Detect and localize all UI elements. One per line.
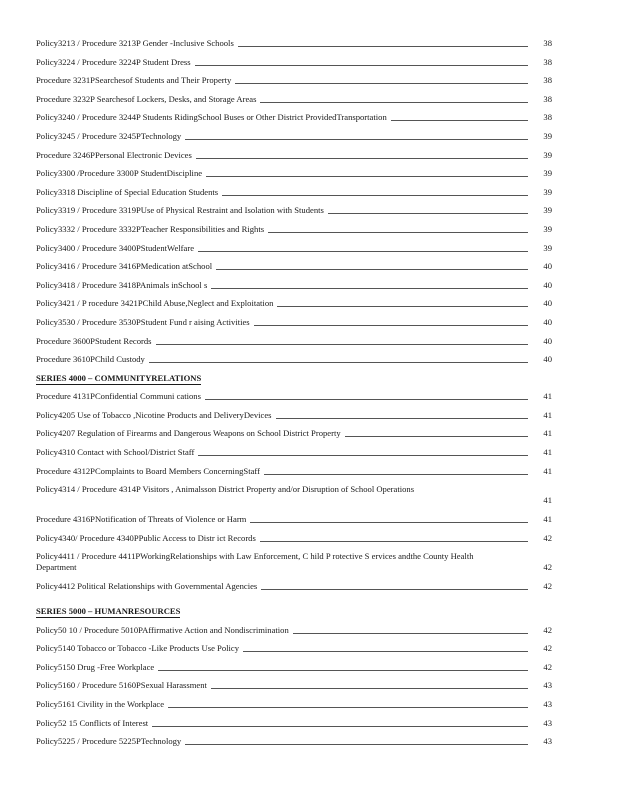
toc-entry-page: 43 [543,699,552,709]
toc-entry-title: Policy5140 Tobacco or Tobacco -Like Products Use Policy [36,643,243,653]
toc-entry-title: Policy3240 / Procedure 3244P Students RidingSchool Buses or Other District ProvidedTransportation [36,112,391,122]
toc-entry-title: Policy4207 Regulation of Firearms and Dangerous Weapons on School District Property [36,428,345,438]
toc-entry[interactable] [36,699,552,718]
toc-entry[interactable] [36,168,552,187]
toc-group-4000-c [36,581,552,600]
toc-entry-title: Policy50 10 / Procedure 5010PAffirmative Action and Nondiscrimination [36,625,293,635]
toc-entry-page: 39 [543,205,552,216]
toc-entry-title: Policy4314 / Procedure 4314P Visitors , Animalsson District Property and/or Disruption of School Operations [36,484,415,495]
series-4000-heading: SERIES 4000 – COMMUNITYRELATIONS [36,372,202,383]
toc-entry-title: Policy3530 / Procedure 3530PStudent Fund r aising Activities [36,317,254,327]
toc-entry[interactable] [36,680,552,699]
toc-entry-page: 38 [543,56,552,67]
series-5000-heading: SERIES 5000 – HUMANRESOURCES [36,606,181,617]
toc-entry-page: 40 [543,279,552,290]
toc-entry-title: Policy3319 / Procedure 3319PUse of Physical Restraint and Isolation with Students [36,205,328,215]
toc-entry-page: 43 [543,680,552,691]
toc-entry-page: 38 [543,38,552,48]
toc-entry-page: 38 [543,75,552,86]
toc-entry[interactable] [36,736,552,755]
toc-entry-title: Policy4412 Political Relationships with Governmental Agencies [36,581,261,591]
toc-entry[interactable] [36,94,552,113]
toc-entry-page: 38 [543,93,552,104]
toc-entry-page: 40 [543,335,552,346]
toc-entry-page: 39 [543,223,552,234]
toc-entry-page: 40 [543,316,552,327]
toc-entry-page: 39 [543,130,552,141]
toc-entry[interactable] [36,514,552,533]
toc-entry[interactable] [36,718,552,737]
toc-entry[interactable] [36,466,552,485]
toc-entry-title: Procedure 4131PConfidential Communi cations [36,391,205,401]
toc-entry-title: Policy5225 / Procedure 5225PTechnology [36,736,185,746]
toc-entry[interactable] [36,205,552,224]
toc-entry-page: 42 [543,532,552,543]
toc-entry[interactable] [36,112,552,131]
toc-entry-page: 42 [543,624,552,635]
toc-entry-4314[interactable] [36,484,552,514]
toc-entry-title: Policy3332 / Procedure 3332PTeacher Responsibilities and Rights [36,224,268,234]
table-of-contents [36,38,552,755]
toc-entry-title: Policy3416 / Procedure 3416PMedication atSchool [36,261,216,271]
toc-entry-title: Procedure 4316PNotification of Threats of Violence or Harm [36,514,250,524]
toc-entry-title: Policy3418 / Procedure 3418PAnimals inSchool s [36,280,211,290]
toc-entry-page: 41 [543,428,552,439]
toc-entry[interactable] [36,243,552,262]
toc-entry-title: Policy4205 Use of Tobacco ,Nicotine Products and DeliveryDevices [36,410,276,420]
toc-entry-page: 39 [543,242,552,253]
toc-entry[interactable] [36,581,552,600]
toc-entry-title: Procedure 4312PComplaints to Board Members ConcerningStaff [36,466,264,476]
toc-group-3000 [36,38,552,373]
toc-entry[interactable] [36,625,552,644]
toc-entry[interactable] [36,298,552,317]
toc-entry-title: Procedure 3232P Searchesof Lockers, Desks, and Storage Areas [36,94,260,104]
toc-entry[interactable] [36,336,552,355]
toc-entry[interactable] [36,38,552,57]
toc-entry[interactable] [36,224,552,243]
toc-entry-title: Policy3421 / P rocedure 3421PChild Abuse,Neglect and Exploitation [36,298,277,308]
toc-entry[interactable] [36,354,552,373]
toc-entry[interactable] [36,447,552,466]
toc-entry-page: 41 [543,409,552,420]
toc-entry[interactable] [36,131,552,150]
toc-entry-title: Policy3400 / Procedure 3400PStudentWelfare [36,243,198,253]
toc-entry-title: Policy4411 / Procedure 4411PWorkingRelationships with Law Enforcement, C hild P rotective S ervices andthe County Health Department [36,551,474,573]
toc-entry-4411[interactable] [36,551,552,581]
toc-entry-page: 41 [543,514,552,525]
toc-group-4000-b [36,514,552,551]
toc-entry-title: Policy3245 / Procedure 3245PTechnology [36,131,185,141]
toc-entry-title: Policy5150 Drug -Free Workplace [36,662,158,672]
toc-entry-page: 41 [543,447,552,458]
toc-entry-title: Policy3213 / Procedure 3213P Gender -Inclusive Schools [36,38,238,48]
toc-entry-page: 39 [543,186,552,197]
toc-entry[interactable] [36,410,552,429]
toc-entry-page: 38 [543,112,552,123]
toc-entry-page: 42 [543,661,552,672]
toc-entry-page: 42 [543,581,552,592]
toc-entry-title: Policy3300 /Procedure 3300P StudentDiscipline [36,168,206,178]
toc-entry-page: 39 [543,168,552,179]
toc-entry-title: Policy5161 Civility in the Workplace [36,699,168,709]
toc-entry[interactable] [36,261,552,280]
toc-entry-page: 42 [543,643,552,654]
toc-entry-page: 43 [543,717,552,728]
toc-group-4000-a [36,391,552,484]
toc-entry[interactable] [36,280,552,299]
toc-entry[interactable] [36,57,552,76]
toc-entry[interactable] [36,75,552,94]
toc-entry-title: Procedure 3231PSearchesof Students and Their Property [36,75,235,85]
toc-entry-page: 42 [543,562,552,573]
toc-entry-page: 40 [543,298,552,309]
toc-entry[interactable] [36,533,552,552]
toc-entry[interactable] [36,150,552,169]
toc-entry[interactable] [36,317,552,336]
toc-entry-title: Procedure 3246PPersonal Electronic Devices [36,150,196,160]
toc-entry[interactable] [36,391,552,410]
toc-entry[interactable] [36,662,552,681]
toc-entry-page: 40 [543,261,552,272]
toc-entry-title: Policy3318 Discipline of Special Education Students [36,187,222,197]
toc-entry-page: 39 [543,149,552,160]
toc-entry-title: Policy4340/ Procedure 4340PPublic Access to Distr ict Records [36,533,260,543]
toc-entry-page: 43 [543,736,552,747]
toc-entry[interactable] [36,187,552,206]
toc-entry-title: Procedure 3600PStudent Records [36,336,156,346]
toc-entry-title: Policy52 15 Conflicts of Interest [36,718,152,728]
toc-entry-title: Policy5160 / Procedure 5160PSexual Harassment [36,680,211,690]
toc-entry[interactable] [36,643,552,662]
toc-entry-page: 41 [543,465,552,476]
toc-entry[interactable] [36,428,552,447]
toc-entry-title: Policy4310 Contact with School/District Staff [36,447,198,457]
toc-entry-title: Procedure 3610PChild Custody [36,354,149,364]
toc-entry-title: Policy3224 / Procedure 3224P Student Dress [36,57,195,67]
toc-group-5000 [36,625,552,755]
toc-entry-page: 40 [543,354,552,365]
toc-entry-page: 41 [543,391,552,402]
toc-entry-page: 41 [543,495,552,506]
